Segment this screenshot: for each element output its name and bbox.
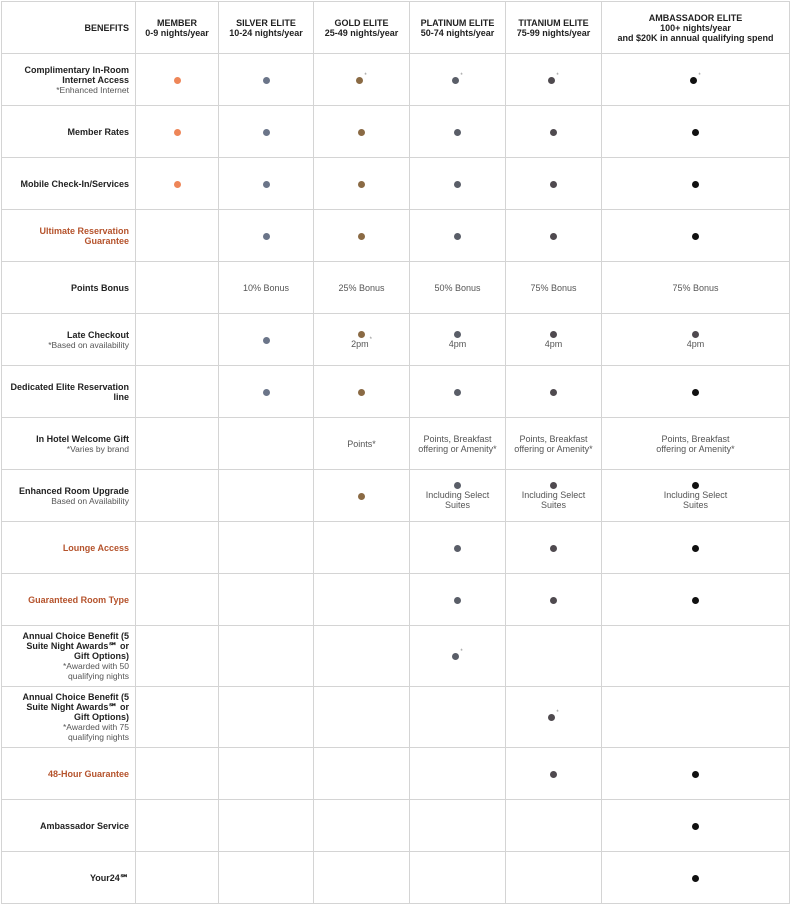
gold-cell <box>314 748 410 800</box>
included-dot-icon <box>550 389 557 396</box>
gold-cell <box>314 687 410 748</box>
silver-cell <box>219 852 314 904</box>
included-dot-icon <box>454 482 461 489</box>
row-label <box>2 687 136 748</box>
table-row <box>2 626 790 687</box>
included-dot-icon <box>692 771 699 778</box>
ambassador-cell <box>602 522 790 574</box>
member-name: MEMBER <box>157 17 197 28</box>
silver-cell <box>219 106 314 158</box>
titanium-cell <box>506 106 602 158</box>
label-sub: *Awarded with 50 qualifying nights <box>63 661 129 681</box>
platinum-cell <box>410 418 506 470</box>
checkout-time: 2pm* <box>351 336 372 349</box>
included-dot-icon <box>358 181 365 188</box>
row-label <box>2 626 136 687</box>
ambassador-cell <box>602 314 790 366</box>
header-row <box>2 2 790 54</box>
silver-header <box>219 2 314 54</box>
label-main: Annual Choice Benefit (5 Suite Night Awards℠ or Gift Options) <box>22 631 129 661</box>
platinum-cell <box>410 687 506 748</box>
ambassador-cell <box>602 366 790 418</box>
titanium-cell <box>506 626 602 687</box>
member-header <box>136 2 219 54</box>
included-dot-icon <box>452 653 459 660</box>
member-cell <box>136 626 219 687</box>
gold-header <box>314 2 410 54</box>
gold-name: GOLD ELITE <box>334 17 389 28</box>
footnote-mark: * <box>460 649 463 655</box>
ambassador-cell <box>602 574 790 626</box>
table-row <box>2 852 790 904</box>
row-label <box>2 470 136 522</box>
titanium-name: TITANIUM ELITE <box>518 17 589 28</box>
ambassador-name: AMBASSADOR ELITE <box>648 12 743 23</box>
member-cell <box>136 852 219 904</box>
member-cell <box>136 418 219 470</box>
included-dot-icon <box>550 129 557 136</box>
titanium-cell <box>506 210 602 262</box>
silver-cell <box>219 210 314 262</box>
included-dot-icon <box>263 337 270 344</box>
ambassador-cell <box>602 748 790 800</box>
included-dot-icon <box>692 823 699 830</box>
included-dot-icon <box>454 181 461 188</box>
titanium-range: 75-99 nights/year <box>516 27 591 38</box>
silver-cell <box>219 366 314 418</box>
titanium-header <box>506 2 602 54</box>
upgrade-text: Including Select Suites <box>663 489 728 510</box>
checkout-time: 4pm <box>544 338 563 349</box>
table-row <box>2 574 790 626</box>
member-cell <box>136 106 219 158</box>
included-dot-icon <box>263 77 270 84</box>
silver-cell <box>219 687 314 748</box>
included-dot-icon <box>692 233 699 240</box>
silver-cell <box>219 574 314 626</box>
label-main: Guaranteed Room Type <box>28 594 129 605</box>
ambassador-cell <box>602 418 790 470</box>
row-label <box>2 314 136 366</box>
footnote-mark: * <box>556 72 559 79</box>
gold-cell <box>314 574 410 626</box>
ambassador-cell <box>602 54 790 106</box>
table-row <box>2 522 790 574</box>
gold-cell <box>314 54 410 106</box>
platinum-cell <box>410 748 506 800</box>
platinum-cell <box>410 852 506 904</box>
titanium-cell <box>506 158 602 210</box>
table-row <box>2 210 790 262</box>
included-dot-icon <box>174 77 181 84</box>
platinum-name: PLATINUM ELITE <box>420 17 495 28</box>
gold-range: 25-49 nights/year <box>324 27 399 38</box>
gift-text: Points, Breakfast offering or Amenity* <box>514 433 593 454</box>
titanium-cell <box>506 262 602 314</box>
platinum-header <box>410 2 506 54</box>
silver-cell <box>219 158 314 210</box>
gold-cell <box>314 262 410 314</box>
included-dot-icon <box>692 181 699 188</box>
gold-cell <box>314 418 410 470</box>
included-dot-icon <box>550 545 557 552</box>
row-label <box>2 574 136 626</box>
included-dot-icon <box>263 389 270 396</box>
platinum-cell <box>410 158 506 210</box>
label-main: Dedicated Elite Reservation line <box>10 381 129 402</box>
included-dot-icon <box>548 77 555 84</box>
label-main: Ultimate Reservation Guarantee <box>39 225 129 246</box>
platinum-cell <box>410 262 506 314</box>
silver-name: SILVER ELITE <box>236 17 296 28</box>
ambassador-cell <box>602 800 790 852</box>
ambassador-cell <box>602 158 790 210</box>
ambassador-extra: and $20K in annual qualifying spend <box>617 32 774 43</box>
label-main: Ambassador Service <box>39 820 129 831</box>
titanium-cell <box>506 418 602 470</box>
platinum-cell <box>410 626 506 687</box>
label-main: Enhanced Room Upgrade <box>18 485 129 496</box>
member-cell <box>136 262 219 314</box>
checkout-time: 4pm <box>448 338 467 349</box>
gold-cell <box>314 366 410 418</box>
platinum-cell <box>410 574 506 626</box>
titanium-cell <box>506 314 602 366</box>
label-main: Your24℠ <box>89 872 129 883</box>
included-dot-icon <box>452 77 459 84</box>
points-bonus-value: 10% Bonus <box>242 282 290 293</box>
included-dot-icon <box>692 545 699 552</box>
included-dot-icon <box>550 331 557 338</box>
member-cell <box>136 470 219 522</box>
footnote-mark: * <box>364 72 367 79</box>
gold-cell <box>314 314 410 366</box>
row-label <box>2 210 136 262</box>
included-dot-icon <box>550 233 557 240</box>
ambassador-cell <box>602 262 790 314</box>
platinum-cell <box>410 800 506 852</box>
platinum-cell <box>410 106 506 158</box>
table-row <box>2 314 790 366</box>
footnote-mark: * <box>556 710 559 716</box>
platinum-cell <box>410 470 506 522</box>
member-cell <box>136 210 219 262</box>
checkout-time: 4pm <box>686 338 705 349</box>
table-row <box>2 158 790 210</box>
included-dot-icon <box>356 77 363 84</box>
platinum-cell <box>410 522 506 574</box>
included-dot-icon <box>692 129 699 136</box>
included-dot-icon <box>550 597 557 604</box>
table-row <box>2 418 790 470</box>
titanium-cell <box>506 800 602 852</box>
silver-cell <box>219 522 314 574</box>
silver-cell <box>219 418 314 470</box>
member-cell <box>136 800 219 852</box>
member-cell <box>136 314 219 366</box>
ambassador-header <box>602 2 790 54</box>
ambassador-range: 100+ nights/year <box>660 22 731 33</box>
row-label <box>2 418 136 470</box>
included-dot-icon <box>454 545 461 552</box>
member-cell <box>136 366 219 418</box>
included-dot-icon <box>454 129 461 136</box>
silver-cell <box>219 262 314 314</box>
label-main: Mobile Check-In/Services <box>20 178 129 189</box>
ambassador-cell <box>602 210 790 262</box>
included-dot-icon <box>358 331 365 338</box>
included-dot-icon <box>454 331 461 338</box>
gold-cell <box>314 106 410 158</box>
titanium-cell <box>506 687 602 748</box>
table-row <box>2 470 790 522</box>
included-dot-icon <box>692 597 699 604</box>
gold-cell <box>314 470 410 522</box>
included-dot-icon <box>358 493 365 500</box>
platinum-cell <box>410 314 506 366</box>
row-label <box>2 748 136 800</box>
upgrade-text: Including Select Suites <box>425 489 490 510</box>
ambassador-cell <box>602 626 790 687</box>
label-sub: *Enhanced Internet <box>56 84 129 95</box>
gift-text: Points, Breakfast offering or Amenity* <box>656 433 735 454</box>
footnote-mark: * <box>369 336 372 343</box>
included-dot-icon <box>263 129 270 136</box>
benefits-header: BENEFITS <box>2 2 136 54</box>
table-row <box>2 54 790 106</box>
gold-cell <box>314 210 410 262</box>
label-main: In Hotel Welcome Gift <box>36 433 129 444</box>
footnote-mark: * <box>698 72 701 79</box>
silver-cell <box>219 470 314 522</box>
label-main: Annual Choice Benefit (5 Suite Night Awards℠ or Gift Options) <box>22 692 129 722</box>
included-dot-icon <box>454 389 461 396</box>
titanium-cell <box>506 748 602 800</box>
platinum-cell <box>410 54 506 106</box>
included-dot-icon <box>692 331 699 338</box>
gold-cell <box>314 158 410 210</box>
table-row <box>2 106 790 158</box>
included-dot-icon <box>263 233 270 240</box>
row-label <box>2 106 136 158</box>
gold-cell <box>314 626 410 687</box>
included-dot-icon <box>174 181 181 188</box>
platinum-cell <box>410 366 506 418</box>
ambassador-cell <box>602 470 790 522</box>
silver-cell <box>219 626 314 687</box>
silver-cell <box>219 54 314 106</box>
table-row <box>2 262 790 314</box>
gold-cell <box>314 852 410 904</box>
platinum-range: 50-74 nights/year <box>420 27 495 38</box>
row-label <box>2 800 136 852</box>
titanium-cell <box>506 574 602 626</box>
included-dot-icon <box>454 597 461 604</box>
platinum-cell <box>410 210 506 262</box>
gold-cell <box>314 522 410 574</box>
label-sub: Based on Availability <box>51 495 129 506</box>
row-label <box>2 852 136 904</box>
label-sub: *Awarded with 75 qualifying nights <box>63 722 129 742</box>
footnote-mark: * <box>460 72 463 79</box>
label-main: Member Rates <box>67 126 129 137</box>
silver-cell <box>219 800 314 852</box>
included-dot-icon <box>692 482 699 489</box>
label-main: Points Bonus <box>71 282 129 293</box>
titanium-cell <box>506 852 602 904</box>
row-label <box>2 54 136 106</box>
points-bonus-value: 50% Bonus <box>434 282 481 293</box>
included-dot-icon <box>692 875 699 882</box>
row-label <box>2 522 136 574</box>
table-row <box>2 800 790 852</box>
ambassador-cell <box>602 852 790 904</box>
included-dot-icon <box>550 181 557 188</box>
gift-text: Points, Breakfast offering or Amenity* <box>418 433 497 454</box>
included-dot-icon <box>358 389 365 396</box>
table-row <box>2 687 790 748</box>
silver-range: 10-24 nights/year <box>229 27 303 38</box>
label-main: 48-Hour Guarantee <box>47 768 129 779</box>
member-cell <box>136 158 219 210</box>
label-main: Lounge Access <box>62 542 129 553</box>
row-label <box>2 262 136 314</box>
included-dot-icon <box>550 771 557 778</box>
label-main: Complimentary In-Room Internet Access <box>24 64 129 85</box>
member-cell <box>136 54 219 106</box>
titanium-cell <box>506 522 602 574</box>
included-dot-icon <box>174 129 181 136</box>
gift-text: Points* <box>347 438 376 449</box>
points-bonus-value: 75% Bonus <box>530 282 577 293</box>
points-bonus-value: 25% Bonus <box>338 282 385 293</box>
label-sub: *Based on availability <box>48 339 129 350</box>
included-dot-icon <box>550 482 557 489</box>
included-dot-icon <box>454 233 461 240</box>
included-dot-icon <box>358 233 365 240</box>
included-dot-icon <box>692 389 699 396</box>
benefits-table <box>1 1 790 904</box>
member-cell <box>136 574 219 626</box>
ambassador-cell <box>602 687 790 748</box>
label-main: Late Checkout <box>66 329 129 340</box>
points-bonus-value: 75% Bonus <box>672 282 719 293</box>
titanium-cell <box>506 470 602 522</box>
member-range: 0-9 nights/year <box>145 27 209 38</box>
table-row <box>2 748 790 800</box>
included-dot-icon <box>690 77 697 84</box>
upgrade-text: Including Select Suites <box>521 489 586 510</box>
included-dot-icon <box>548 714 555 721</box>
member-cell <box>136 748 219 800</box>
included-dot-icon <box>358 129 365 136</box>
titanium-cell <box>506 54 602 106</box>
label-sub: *Varies by brand <box>66 443 129 454</box>
included-dot-icon <box>263 181 270 188</box>
row-label <box>2 158 136 210</box>
gold-cell <box>314 800 410 852</box>
silver-cell <box>219 748 314 800</box>
member-cell <box>136 687 219 748</box>
titanium-cell <box>506 366 602 418</box>
silver-cell <box>219 314 314 366</box>
table-row <box>2 366 790 418</box>
ambassador-cell <box>602 106 790 158</box>
member-cell <box>136 522 219 574</box>
row-label <box>2 366 136 418</box>
